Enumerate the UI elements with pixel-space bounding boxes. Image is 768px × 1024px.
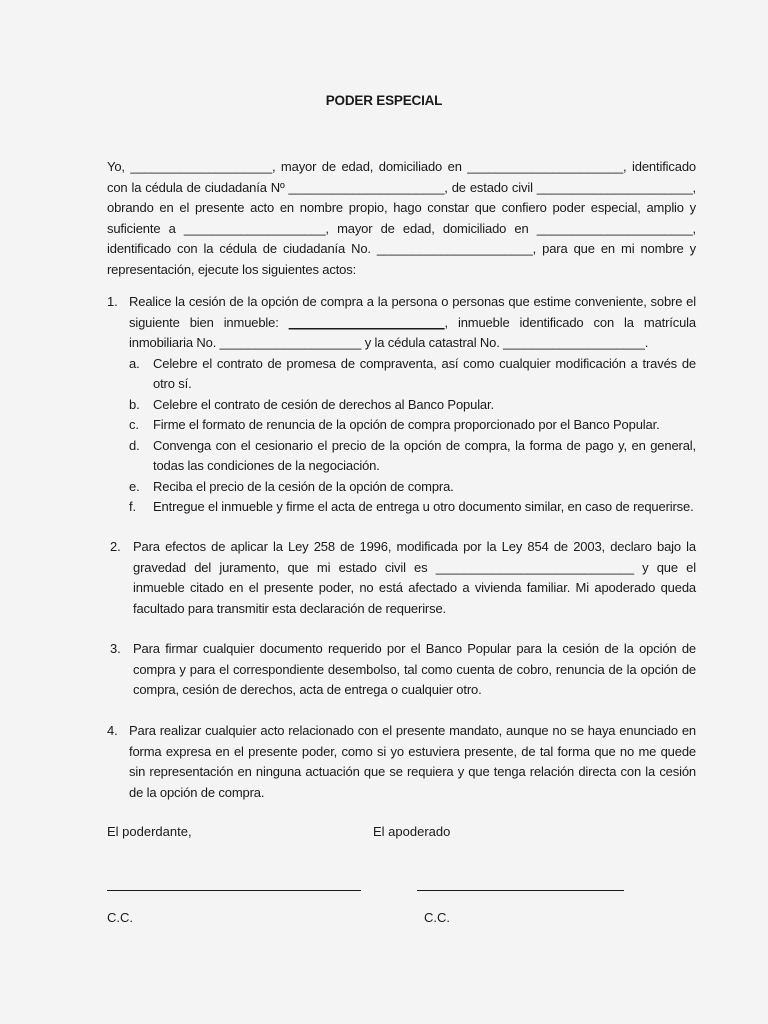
sublist-letter: c. <box>129 417 139 432</box>
sublist-letter: a. <box>129 355 140 371</box>
attorney-label: El apoderado <box>373 824 451 839</box>
attorney-signature-line <box>417 890 624 891</box>
sublist-text: Celebre el contrato de cesión de derechos al Banco Popular. <box>153 396 494 412</box>
list-item-number: 2. <box>110 539 121 554</box>
sublist-letter: d. <box>129 437 140 453</box>
grantor-id-label: C.C. <box>107 910 133 925</box>
sublist-item-a <box>129 354 696 395</box>
sublist-item-e <box>129 477 696 498</box>
list-item-2 <box>110 537 696 619</box>
grantor-signature-line <box>107 890 361 891</box>
list-item-text: Para realizar cualquier acto relacionado con el presente mandato, aunque no se haya enunciado en forma expresa en el presente poder, como si yo estuviera presente, de tal forma que no me quede sin representación en ninguna actuación que se requiera y que tenga relación directa con la cesión de la opción de compra. <box>129 723 696 800</box>
attorney-id-label: C.C. <box>424 910 450 925</box>
list-item-3 <box>110 639 696 701</box>
list-item-body <box>107 292 696 518</box>
list-item-4 <box>107 721 696 803</box>
document-title: PODER ESPECIAL <box>325 93 443 108</box>
grantor-label: El poderdante, <box>107 824 192 839</box>
sublist-item-b <box>129 395 696 416</box>
list-item-text: Para efectos de aplicar la Ley 258 de 1996, modificada por la Ley 854 de 2003, declaro bajo la gravedad del juramento, que mi estado civil es ____________________________ y que el inmueble citado en el presente poder, no está afectado a vivienda familiar. Mi apoderado queda facultado para transmitir esta declaración de requerirse. <box>133 539 696 616</box>
sublist-item-c <box>129 415 696 436</box>
list-item-text-continued: , inmueble identificado con la matrícula inmobiliaria No. ____________________ y la cédula catastral No. ____________________. <box>129 314 696 350</box>
sublist-letter: f. <box>129 499 136 514</box>
sublist-text: Celebre el contrato de promesa de compraventa, así como cualquier modificación a través de otro sí. <box>153 355 696 391</box>
sublist-text: Reciba el precio de la cesión de la opción de compra. <box>153 478 454 494</box>
sublist-letter: e. <box>129 478 140 494</box>
list-item-text: Para firmar cualquier documento requerido por el Banco Popular para la cesión de la opción de compra y para el correspondiente desembolso, tal como cuenta de cobro, renuncia de la opción de compra, cesión de derechos, acta de entrega o cualquier otro. <box>133 641 696 697</box>
intro-paragraph: Yo, ____________________, mayor de edad, domiciliado en ______________________, identificado con la cédula de ciudadanía Nº ______________________, de estado civil ______________________, obrando en el presente acto en nombre propio, hago constar que confiero poder especial, amplio y suficiente a ____________________, mayor de edad, domiciliado en ______________________, identificado con la cédula de ciudadanía No. ______________________, para que en mi nombre y representación, ejecute los siguientes actos: <box>107 159 696 277</box>
list-item-text: Realice la cesión de la opción de compra a la persona o personas que estime conveniente, sobre el siguiente bien inmueble: <box>129 294 696 330</box>
list-item-number: 4. <box>107 723 118 738</box>
list-item-number: 3. <box>110 641 121 656</box>
list-item-1 <box>107 292 696 518</box>
list-item-number: 1. <box>107 294 118 309</box>
property-blank: ______________________ <box>288 314 445 330</box>
sublist-text: Convenga con el cesionario el precio de la opción de compra, la forma de pago y, en general, todas las condiciones de la negociación. <box>153 437 696 473</box>
sublist-text: Entregue el inmueble y firme el acta de entrega u otro documento similar, en caso de requerirse. <box>153 499 694 514</box>
sublist-item-f <box>129 497 696 518</box>
sublist-text: Firme el formato de renuncia de la opción de compra proporcionado por el Banco Popular. <box>153 417 660 432</box>
sublist-letter: b. <box>129 396 140 412</box>
sublist-item-d <box>129 436 696 477</box>
sublist <box>129 354 696 518</box>
